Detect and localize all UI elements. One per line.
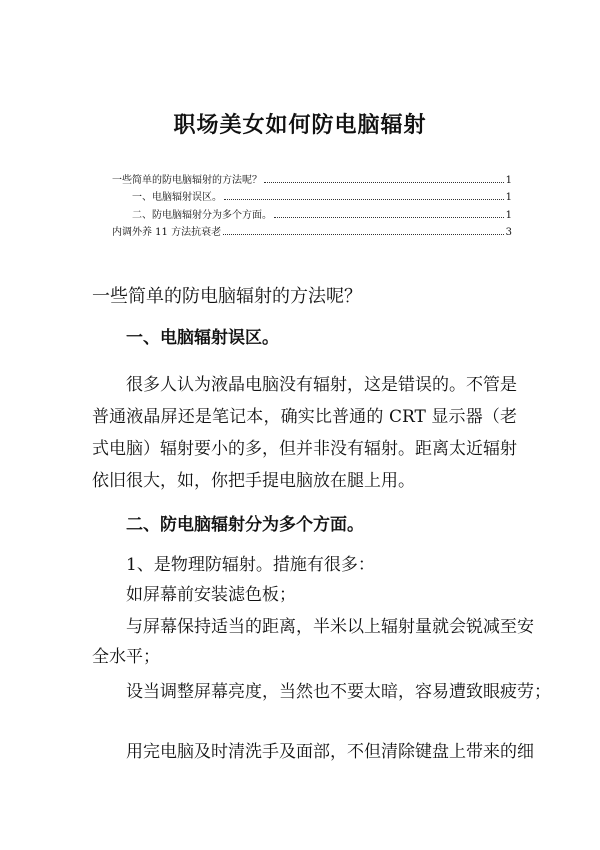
toc-entry-label: 内调外养 11 方法抗衰老 bbox=[112, 227, 222, 238]
toc-entry[interactable] bbox=[112, 168, 512, 186]
table-of-contents bbox=[112, 168, 512, 238]
list-item: 1、是物理防辐射。措施有很多： bbox=[126, 555, 375, 575]
list-item: 用完电脑及时清洗手及面部，不但清除键盘上带来的细 bbox=[126, 742, 534, 762]
list-item: 设当调整屏幕亮度，当然也不要太暗，容易遭致眼疲劳； bbox=[126, 682, 551, 702]
toc-entry-page: 3 bbox=[505, 227, 512, 238]
subsection-heading: 一、电脑辐射误区。 bbox=[126, 328, 279, 348]
toc-entry[interactable] bbox=[112, 186, 512, 204]
body-paragraph: 很多人认为液晶电脑没有辐射，这是错误的。不管是普通液晶屏还是笔记本，确实比普通的 CRT 显示器（老式电脑）辐射要小的多，但并非没有辐射。距离太近辐射依旧很大，如，你把手提电脑放在腿上用。 bbox=[92, 375, 517, 491]
section-heading: 一些简单的防电脑辐射的方法呢？ bbox=[92, 286, 362, 307]
toc-entry-page: 1 bbox=[505, 209, 512, 221]
list-item bbox=[92, 612, 551, 672]
list-item-text-continued: 全水平； bbox=[92, 647, 160, 667]
list-item: 如屏幕前安装滤色板； bbox=[126, 585, 296, 605]
toc-entry-label: 一些简单的防电脑辐射的方法呢？ bbox=[112, 174, 262, 186]
toc-leader-dots bbox=[223, 233, 504, 235]
toc-leader-dots bbox=[264, 181, 504, 183]
subsection-heading: 二、防电脑辐射分为多个方面。 bbox=[126, 515, 364, 535]
list-item-text: 与屏幕保持适当的距离，半米以上辐射量就会锐减至安 bbox=[126, 617, 534, 637]
toc-entry[interactable] bbox=[112, 203, 512, 221]
toc-entry[interactable] bbox=[112, 221, 512, 239]
document-title: 职场美女如何防电脑辐射 bbox=[173, 113, 427, 138]
toc-leader-dots bbox=[224, 198, 504, 200]
toc-entry-page: 1 bbox=[505, 174, 512, 186]
toc-entry-label: 一、电脑辐射误区。 bbox=[132, 192, 222, 203]
toc-leader-dots bbox=[274, 216, 504, 218]
toc-entry-page: 1 bbox=[505, 192, 512, 203]
toc-entry-label: 二、防电脑辐射分为多个方面。 bbox=[132, 209, 272, 221]
